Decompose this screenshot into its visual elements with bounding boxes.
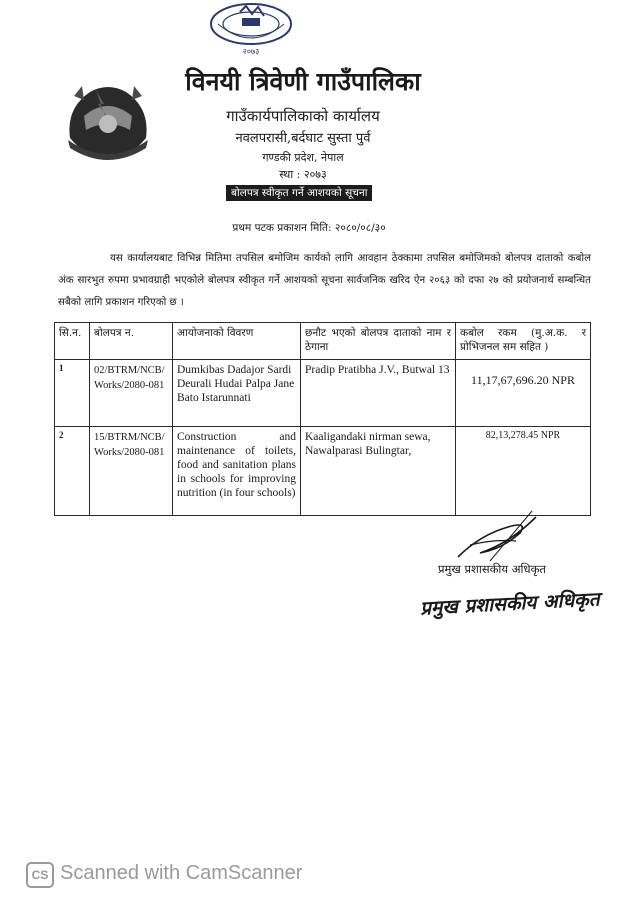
notice-title-badge: बोलपत्र स्वीकृत गर्ने आशयको सूचना (226, 185, 372, 201)
publication-date: प्रथम पटक प्रकाशन मिति: २०८०/०८/३० (232, 222, 386, 234)
row-sn: 2 (55, 427, 90, 516)
col-header-amount: कबोल रकम (मु.अ.क. र प्रोभिजनल सम सहित ) (456, 323, 591, 360)
row-project: Dumkibas Dadajor Sardi Deurali Hudai Palpa Jane Bato Istarunnati (173, 360, 301, 427)
row-project: Construction and maintenance of toilets, food and sanitation plans in schools for improving nutrition (in four schools) (173, 427, 301, 516)
table-row (55, 360, 591, 427)
office-name: गाउँकार्यपालिकाको कार्यालय (226, 107, 380, 125)
office-stamp-icon (206, 2, 296, 62)
intro-paragraph: यस कार्यालयबाट विभिन्न मितिमा तपसिल बमोजिम कार्यको लागि आवहान ठेक्कामा तपसिल बमोजिमको बोलपत्र दाताको कबोल अंक सारभुत रुपमा प्रभावग्राही भएकोले बोलपत्र स्वीकृत गर्ने आशयको सूचना सार्वजनिक खरिद ऐन २०६३ को दफा २७ को प्रयोजनार्थ सम्बन्धित सबैको लागि प्रकाशन गरिएको छ । (58, 253, 591, 308)
col-header-bidder: छनौट भएको बोलपत्र दाताको नाम र ठेगाना (301, 323, 456, 360)
col-header-project: आयोजनाको विवरण (173, 323, 301, 360)
row-amount-cell (456, 427, 591, 516)
row-bid-no: 02/BTRM/NCB/Works/2080-081 (90, 360, 173, 427)
municipality-title: विनयी त्रिवेणी गाउँपालिका (185, 67, 421, 96)
row-amount: 11,17,67,696.20 NPR (471, 373, 575, 387)
row-bidder: Pradip Pratibha J.V., Butwal 13 (301, 360, 456, 427)
camscanner-logo-icon: CS (26, 862, 54, 888)
province-line: गण्डकी प्रदेश, नेपाल (262, 151, 344, 164)
established-line: स्था : २०७३ (279, 168, 327, 181)
row-amount: 82,13,278.45 NPR (485, 430, 561, 441)
row-amount-cell (456, 360, 591, 427)
office-address: नवलपरासी,बर्दघाट सुस्ता पुर्व (235, 131, 371, 146)
row-bidder: Kaaligandaki nirman sewa, Nawalparasi Bulingtar, (301, 427, 456, 516)
table-header-row (55, 323, 591, 360)
row-bid-no: 15/BTRM/NCB/Works/2080-081 (90, 427, 173, 516)
row-sn: 1 (55, 360, 90, 427)
signature-icon (450, 505, 545, 567)
col-header-sn: सि.न. (55, 323, 90, 360)
scanner-watermark: Scanned with CamScanner (60, 862, 303, 884)
svg-text:२०७३: २०७३ (242, 47, 260, 56)
designation-stamp: प्रमुख प्रशासकीय अधिकृत (419, 588, 601, 620)
signatory-designation: प्रमुख प्रशासकीय अधिकृत (438, 562, 546, 576)
col-header-bid-no: बोलपत्र न. (90, 323, 173, 360)
table-row (55, 427, 591, 516)
bid-table (54, 322, 591, 516)
